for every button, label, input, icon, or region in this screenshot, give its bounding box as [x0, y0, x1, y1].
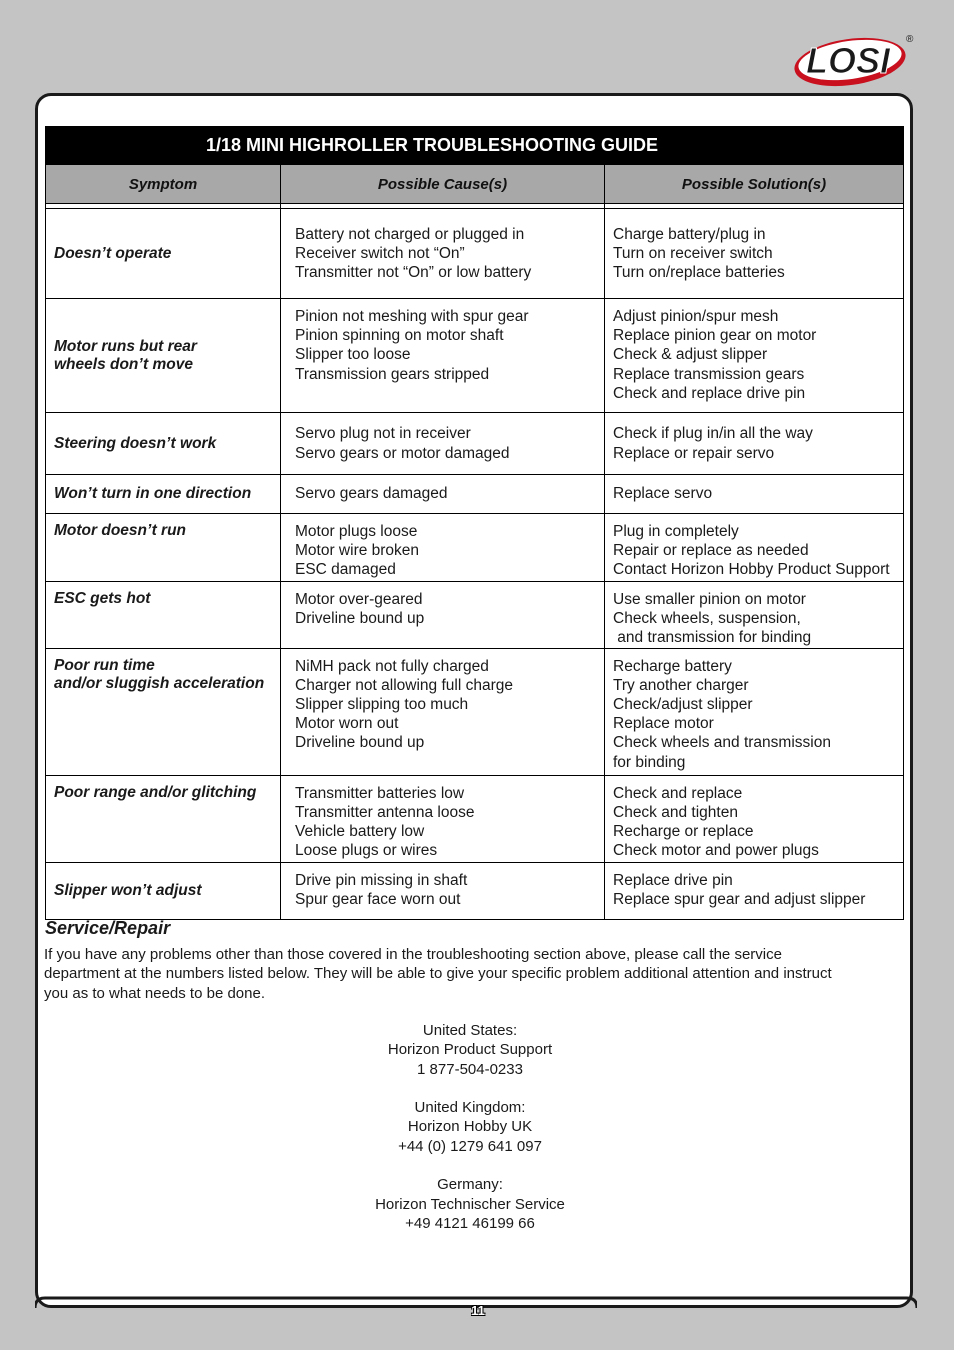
- cause-cell-line: Transmission gears stripped: [295, 365, 490, 383]
- symptom-cell-line: Poor run time: [54, 656, 155, 674]
- solution-cell-line: and transmission for binding: [613, 629, 812, 647]
- losi-logo: [790, 30, 920, 90]
- symptom-cell-line: Poor range and/or glitching: [54, 783, 257, 801]
- cause-cell-line: Spur gear face worn out: [295, 890, 461, 908]
- solution-cell: [605, 514, 904, 582]
- cause-cell-line: Motor plugs loose: [295, 523, 418, 540]
- service-line: you as to what needs to be done.: [44, 984, 265, 1002]
- symptom-cell-line: Motor runs but rear: [54, 337, 197, 355]
- solution-cell-line: Recharge or replace: [613, 823, 754, 841]
- solution-cell: [605, 209, 904, 299]
- solution-cell-line: Recharge battery: [613, 657, 732, 675]
- solution-cell-line: Turn on/replace batteries: [613, 264, 785, 282]
- solution-cell-line: Check & adjust slipper: [613, 346, 768, 364]
- solution-cell-line: Turn on receiver switch: [613, 244, 773, 262]
- cause-cell: [281, 299, 605, 413]
- solution-cell-line: Replace transmission gears: [613, 365, 805, 383]
- cause-cell-line: Transmitter antenna loose: [295, 803, 475, 821]
- cause-cell-line: Transmitter not “On” or low battery: [295, 264, 532, 282]
- contact-phone: +49 4121 46199 66: [405, 1214, 535, 1232]
- contact-country: Germany:: [437, 1176, 503, 1194]
- registered-mark: ®: [906, 34, 914, 45]
- symptom-cell-line: and/or sluggish acceleration: [54, 674, 265, 692]
- contact-list: [270, 1021, 670, 1253]
- cause-cell-line: Charger not allowing full charge: [295, 676, 513, 694]
- symptom-cell-line: Won’t turn in one direction: [54, 485, 252, 502]
- service-title: Service/Repair: [45, 918, 171, 938]
- symptom-cell: [46, 514, 281, 582]
- contact-country: United Kingdom:: [414, 1099, 526, 1117]
- solution-cell-line: Check and tighten: [613, 803, 738, 821]
- table-row: [46, 413, 904, 475]
- solution-cell-line: Charge battery/plug in: [613, 225, 766, 243]
- solution-cell-line: Adjust pinion/spur mesh: [613, 308, 779, 325]
- solution-cell-line: Replace pinion gear on motor: [613, 327, 817, 345]
- contact-germany: [270, 1175, 670, 1233]
- cause-cell: [281, 775, 605, 862]
- solution-cell-line: Contact Horizon Hobby Product Support: [613, 561, 890, 579]
- solution-cell: [605, 582, 904, 649]
- contact-uk: [270, 1098, 670, 1156]
- cause-cell-line: Transmitter batteries low: [295, 784, 465, 802]
- solution-cell-line: Replace spur gear and adjust slipper: [613, 890, 866, 908]
- symptom-cell-line: ESC gets hot: [54, 590, 151, 607]
- table-row: [46, 862, 904, 919]
- cause-cell-line: Driveline bound up: [295, 610, 425, 628]
- solution-cell: [605, 413, 904, 475]
- cause-cell-line: Servo gears or motor damaged: [295, 444, 510, 462]
- table-row: [46, 299, 904, 413]
- solution-cell: [605, 299, 904, 413]
- solution-cell-line: Check and replace drive pin: [613, 384, 806, 402]
- cause-cell: [281, 475, 605, 514]
- solution-cell-line: Check wheels, suspension,: [613, 610, 801, 628]
- contact-phone: +44 (0) 1279 641 097: [398, 1137, 542, 1155]
- cause-cell-line: Servo plug not in receiver: [295, 425, 471, 443]
- cause-cell-line: Pinion spinning on motor shaft: [295, 327, 504, 345]
- solution-cell-line: for binding: [613, 753, 686, 771]
- symptom-cell: [46, 648, 281, 775]
- symptom-cell-line: Steering doesn’t work: [54, 434, 217, 452]
- symptom-cell-line: Slipper won’t adjust: [54, 881, 202, 899]
- contact-name: Horizon Product Support: [387, 1041, 553, 1059]
- solution-cell: [605, 648, 904, 775]
- symptom-cell: [46, 209, 281, 299]
- solution-cell-line: Replace servo: [613, 485, 713, 503]
- solution-cell-line: Repair or replace as needed: [613, 542, 809, 560]
- troubleshooting-table: [45, 126, 904, 920]
- cause-cell-line: Slipper slipping too much: [295, 696, 469, 714]
- header-causes: Possible Cause(s): [281, 165, 605, 204]
- table-row: [46, 648, 904, 775]
- symptom-cell: [46, 299, 281, 413]
- solution-cell-line: Check/adjust slipper: [613, 696, 753, 714]
- table-row: [46, 514, 904, 582]
- cause-cell-line: Motor worn out: [295, 715, 399, 733]
- cause-cell: [281, 514, 605, 582]
- contact-us: [270, 1021, 670, 1079]
- solution-cell-line: Check and replace: [613, 784, 743, 802]
- symptom-cell-line: wheels don’t move: [54, 355, 193, 373]
- cause-cell-line: Motor over-geared: [295, 591, 423, 608]
- solution-cell-line: Replace drive pin: [613, 871, 733, 889]
- cause-cell-line: Vehicle battery low: [295, 823, 425, 841]
- logo-wordmark: LOSI: [806, 40, 891, 81]
- cause-cell: [281, 413, 605, 475]
- cause-cell-line: Driveline bound up: [295, 734, 425, 752]
- symptom-cell: [46, 413, 281, 475]
- solution-cell: [605, 475, 904, 514]
- cause-cell: [281, 209, 605, 299]
- table-row: [46, 209, 904, 299]
- page-number: 11: [471, 1303, 485, 1318]
- cause-cell-line: Battery not charged or plugged in: [295, 225, 525, 243]
- cause-cell-line: Servo gears damaged: [295, 485, 448, 503]
- symptom-cell: [46, 475, 281, 514]
- table-row: [46, 582, 904, 649]
- solution-cell-line: Check motor and power plugs: [613, 842, 819, 860]
- cause-cell-line: Pinion not meshing with spur gear: [295, 308, 529, 325]
- cause-cell-line: Motor wire broken: [295, 542, 420, 560]
- service-line: If you have any problems other than those covered in the troubleshooting section above, please call the service: [44, 946, 782, 963]
- contact-name: Horizon Hobby UK: [407, 1118, 533, 1136]
- solution-cell-line: Replace or repair servo: [613, 444, 775, 462]
- contact-phone: 1 877-504-0233: [417, 1060, 523, 1078]
- header-symptom: Symptom: [46, 165, 281, 204]
- cause-cell: [281, 648, 605, 775]
- solution-cell: [605, 775, 904, 862]
- symptom-cell: [46, 582, 281, 649]
- cause-cell-line: Slipper too loose: [295, 346, 411, 364]
- cause-cell: [281, 582, 605, 649]
- symptom-cell-line: Motor doesn’t run: [54, 522, 187, 539]
- cause-cell-line: Loose plugs or wires: [295, 842, 438, 860]
- cause-cell-line: ESC damaged: [295, 561, 396, 579]
- solution-cell: [605, 862, 904, 919]
- service-line: department at the numbers listed below. They will be able to give your specific problem additional attention and instruct: [44, 965, 832, 983]
- symptom-cell: [46, 775, 281, 862]
- solution-cell-line: Use smaller pinion on motor: [613, 591, 806, 608]
- table-row: [46, 775, 904, 862]
- contact-country: United States:: [422, 1022, 518, 1039]
- cause-cell-line: NiMH pack not fully charged: [295, 657, 489, 675]
- symptom-cell-line: Doesn’t operate: [54, 244, 172, 262]
- table-title: 1/18 MINI HIGHROLLER TROUBLESHOOTING GUIDE: [46, 127, 904, 165]
- cause-cell-line: Receiver switch not “On”: [295, 244, 465, 262]
- solution-cell-line: Plug in completely: [613, 523, 739, 540]
- solution-cell-line: Try another charger: [613, 676, 749, 694]
- symptom-cell: [46, 862, 281, 919]
- solution-cell-line: Check if plug in/in all the way: [613, 425, 813, 443]
- service-paragraph: [44, 945, 904, 1003]
- solution-cell-line: Replace motor: [613, 715, 714, 733]
- cause-cell: [281, 862, 605, 919]
- contact-name: Horizon Technischer Service: [375, 1195, 565, 1213]
- header-solutions: Possible Solution(s): [605, 165, 904, 204]
- cause-cell-line: Drive pin missing in shaft: [295, 871, 468, 889]
- table-row: [46, 475, 904, 514]
- solution-cell-line: Check wheels and transmission: [613, 734, 831, 752]
